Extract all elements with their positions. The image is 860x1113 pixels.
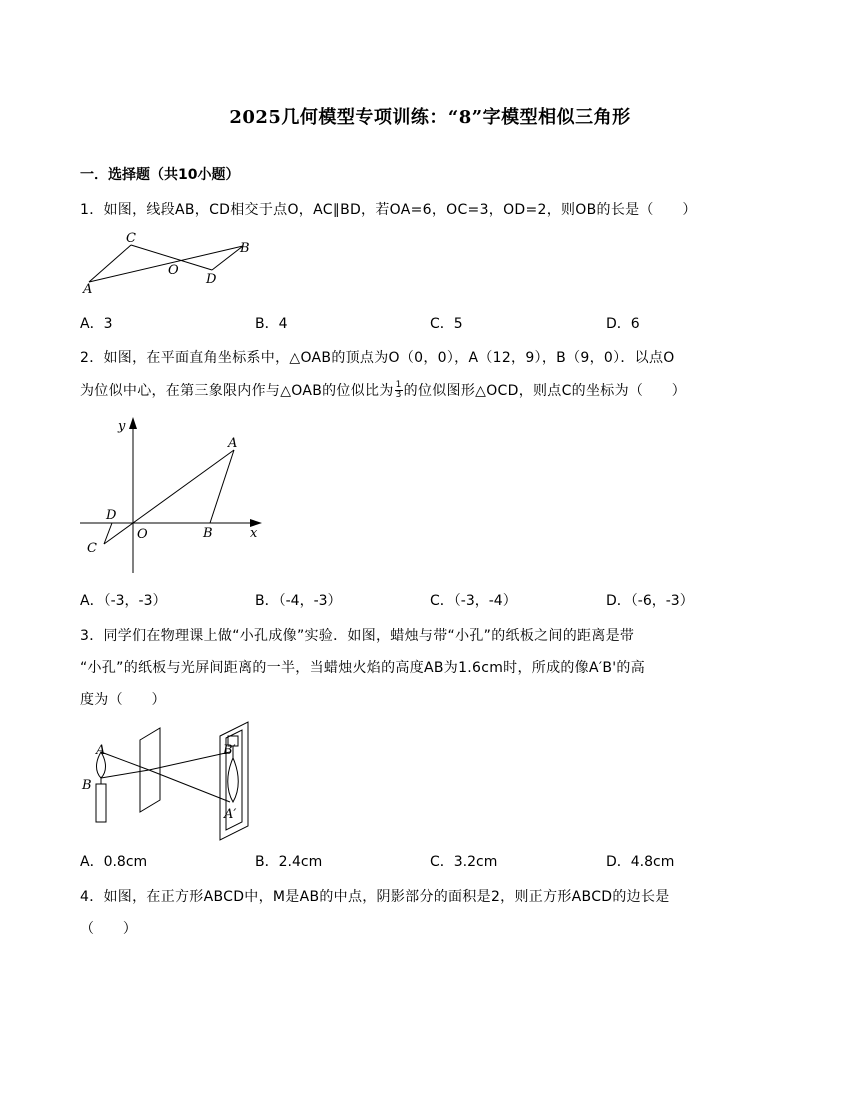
q2-label-c: C bbox=[87, 541, 97, 556]
q1-label-a: A bbox=[83, 282, 93, 297]
q2-label-x: x bbox=[250, 526, 258, 541]
q3-label-bp: B′ bbox=[223, 743, 236, 758]
ray-a-image bbox=[149, 770, 230, 802]
q3-stem-line3: 度为（ ） bbox=[80, 692, 166, 708]
q2-label-a: A bbox=[228, 436, 238, 451]
q3-option-b[interactable]: B．2.4cm bbox=[255, 854, 323, 870]
q4-stem-line2: （ ） bbox=[80, 921, 138, 937]
q2-label-o: O bbox=[137, 527, 148, 542]
q3-label-ap: A′ bbox=[224, 807, 237, 822]
segment-oa bbox=[133, 450, 234, 523]
light-screen bbox=[220, 722, 248, 840]
fraction-numerator: 1 bbox=[395, 379, 402, 390]
q3-option-d[interactable]: D．4.8cm bbox=[606, 854, 675, 870]
q2-option-d[interactable]: D．（-6，-3） bbox=[606, 593, 694, 609]
segment-ab bbox=[210, 450, 234, 523]
q1-stem: 1．如图，线段AB，CD相交于点O，AC∥BD，若OA=6，OC=3，OD=2，则OB的长是（ ） bbox=[80, 202, 697, 218]
q2-stem-line2-after: 的位似图形△OCD，则点C的坐标为（ ） bbox=[403, 383, 687, 399]
q1-option-b[interactable]: B．4 bbox=[255, 316, 288, 332]
q3-label-b: B bbox=[82, 778, 92, 793]
q1-label-o: O bbox=[168, 263, 179, 278]
q3-option-a[interactable]: A．0.8cm bbox=[80, 854, 148, 870]
q1-option-a[interactable]: A．3 bbox=[80, 316, 113, 332]
ratio-fraction bbox=[395, 381, 403, 400]
q1-label-d: D bbox=[206, 272, 217, 287]
q1-option-c[interactable]: C．5 bbox=[430, 316, 463, 332]
q3-figure bbox=[80, 722, 260, 832]
q1-label-c: C bbox=[126, 231, 136, 246]
section-heading: 一．选择题（共10小题） bbox=[80, 167, 240, 183]
q3-label-a: A bbox=[96, 743, 106, 758]
q3-stem-line1: 3．同学们在物理课上做“小孔成像”实验．如图，蜡烛与带“小孔”的纸板之间的距离是带 bbox=[80, 628, 635, 644]
ray-b-image bbox=[149, 752, 230, 770]
image-flame bbox=[228, 758, 239, 802]
q2-label-y: y bbox=[118, 419, 126, 434]
ray-b bbox=[101, 770, 149, 778]
q2-option-c[interactable]: C．（-3，-4） bbox=[430, 593, 517, 609]
fraction-denominator: 3 bbox=[395, 389, 402, 400]
segment-ac bbox=[89, 245, 131, 282]
q2-option-a[interactable]: A．（-3，-3） bbox=[80, 593, 167, 609]
q4-stem-line1: 4．如图，在正方形ABCD中，M是AB的中点，阴影部分的面积是2，则正方形ABCD的边长是 bbox=[80, 889, 670, 905]
q2-option-b[interactable]: B．（-4，-3） bbox=[255, 593, 342, 609]
q2-stem-line2-before: 为位似中心，在第三象限内作与△OAB的位似比为 bbox=[80, 383, 394, 399]
q2-stem-line2 bbox=[80, 380, 686, 401]
q3-option-c[interactable]: C．3.2cm bbox=[430, 854, 498, 870]
q2-label-d: D bbox=[106, 508, 117, 523]
q1-label-b: B bbox=[240, 241, 250, 256]
ray-a bbox=[101, 752, 149, 770]
q3-stem-line2: “小孔”的纸板与光屏间距离的一半，当蜡烛火焰的高度AB为1.6cm时，所成的像A′B'的高 bbox=[80, 660, 645, 676]
candle-body bbox=[96, 784, 106, 822]
q1-figure bbox=[80, 230, 260, 295]
q2-label-b: B bbox=[203, 526, 213, 541]
q2-figure bbox=[80, 415, 265, 575]
q1-option-d[interactable]: D．6 bbox=[606, 316, 640, 332]
q2-stem-line1: 2．如图，在平面直角坐标系中，△OAB的顶点为O（0，0），A（12，9），B（9，0）．以点O bbox=[80, 350, 675, 366]
y-axis-arrow bbox=[129, 417, 137, 429]
page-title: 2025几何模型专项训练：“8”字模型相似三角形 bbox=[229, 107, 631, 128]
